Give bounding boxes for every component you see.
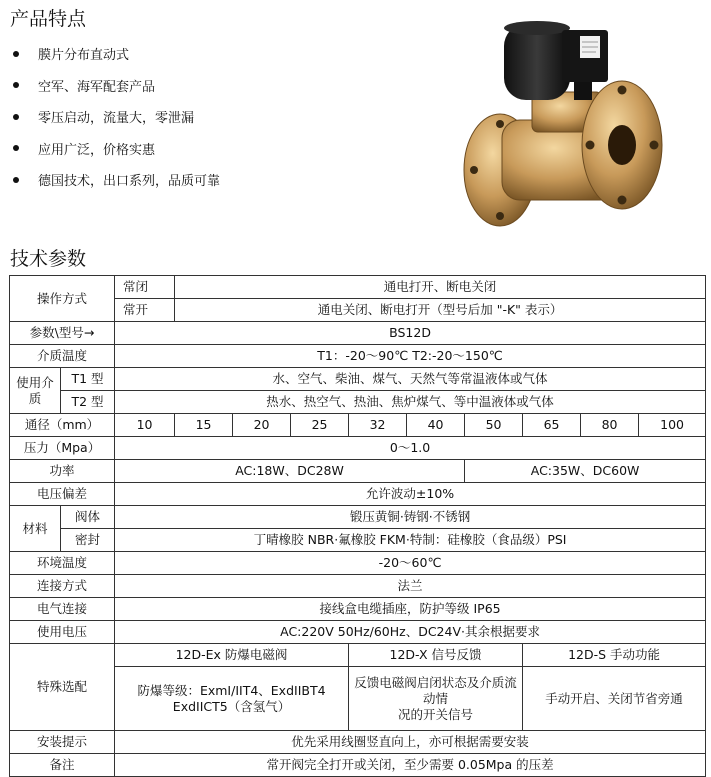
table-row <box>10 460 706 483</box>
spec-value: 水、空气、柴油、煤气、天然气等常温液体或气体 <box>115 368 706 391</box>
special-option-title: 12D-X 信号反馈 <box>349 644 523 667</box>
diameter-value: 32 <box>349 414 407 437</box>
spec-label: 压力（Mpa） <box>10 437 115 460</box>
table-row <box>10 644 706 667</box>
special-option-value: 手动开启、关闭节省旁通 <box>523 667 706 731</box>
table-row <box>10 322 706 345</box>
bullet-icon <box>13 145 19 151</box>
diameter-value: 20 <box>233 414 291 437</box>
diameter-value: 50 <box>465 414 523 437</box>
spec-value: AC:18W、DC28W <box>115 460 465 483</box>
spec-value: 接线盒电缆插座，防护等级 IP65 <box>115 598 706 621</box>
spec-value: 锻压黄铜·铸钢·不锈钢 <box>115 506 706 529</box>
table-row <box>10 391 706 414</box>
table-row <box>10 414 706 437</box>
spec-label: 常闭 <box>115 276 175 299</box>
spec-label: 特殊选配 <box>10 644 115 731</box>
feature-list <box>10 38 220 196</box>
table-row <box>10 437 706 460</box>
spec-label: 安装提示 <box>10 731 115 754</box>
table-row <box>10 345 706 368</box>
spec-value: AC:35W、DC60W <box>465 460 706 483</box>
solenoid-valve-image <box>462 20 667 230</box>
spec-label: 备注 <box>10 754 115 777</box>
spec-label: T1 型 <box>61 368 115 391</box>
bullet-icon <box>13 82 19 88</box>
spec-label: 阀体 <box>61 506 115 529</box>
table-row <box>10 506 706 529</box>
bullet-icon <box>13 51 19 57</box>
spec-label: 功率 <box>10 460 115 483</box>
table-row <box>10 368 706 391</box>
spec-value: AC:220V 50Hz/60Hz、DC24V·其余根据要求 <box>115 621 706 644</box>
diameter-value: 40 <box>407 414 465 437</box>
spec-value: BS12D <box>115 322 706 345</box>
spec-table <box>9 275 706 777</box>
spec-label: 使用介 质 <box>10 368 61 414</box>
features-title: 产品特点 <box>10 8 87 30</box>
bullet-icon <box>13 177 19 183</box>
table-row <box>10 529 706 552</box>
spec-label: 密封 <box>61 529 115 552</box>
spec-label: 材料 <box>10 506 61 552</box>
spec-value: 热水、热空气、热油、焦炉煤气、等中温液体或气体 <box>115 391 706 414</box>
specs-title: 技术参数 <box>10 248 87 270</box>
spec-value: 常开阀完全打开或关闭，至少需要 0.05Mpa 的压差 <box>115 754 706 777</box>
list-item: 空军、海军配套产品 <box>10 70 220 102</box>
special-option-title: 12D-Ex 防爆电磁阀 <box>115 644 349 667</box>
spec-label: 常开 <box>115 299 175 322</box>
special-option-title: 12D-S 手动功能 <box>523 644 706 667</box>
diameter-value: 65 <box>523 414 581 437</box>
table-row <box>10 552 706 575</box>
spec-value: 丁晴橡胶 NBR·氟橡胶 FKM·特制：硅橡胶（食品级）PSI <box>115 529 706 552</box>
table-row <box>10 667 706 731</box>
spec-label: 使用电压 <box>10 621 115 644</box>
table-row <box>10 276 706 299</box>
list-item: 德国技术，出口系列，品质可靠 <box>10 164 220 196</box>
spec-value: -20～60℃ <box>115 552 706 575</box>
diameter-value: 10 <box>115 414 175 437</box>
list-item: 零压启动，流量大，零泄漏 <box>10 101 220 133</box>
diameter-value: 25 <box>291 414 349 437</box>
table-row <box>10 483 706 506</box>
spec-value: 法兰 <box>115 575 706 598</box>
table-row <box>10 299 706 322</box>
diameter-value: 15 <box>175 414 233 437</box>
special-option-value: 反馈电磁阀启闭状态及介质流动情 况的开关信号 <box>349 667 523 731</box>
table-row <box>10 731 706 754</box>
spec-value: 允许波动±10% <box>115 483 706 506</box>
spec-value: 0～1.0 <box>115 437 706 460</box>
table-row <box>10 598 706 621</box>
table-row <box>10 754 706 777</box>
spec-label: 操作方式 <box>10 276 115 322</box>
list-item: 膜片分布直动式 <box>10 38 220 70</box>
diameter-value: 100 <box>639 414 706 437</box>
table-row <box>10 621 706 644</box>
spec-value: 优先采用线圈竖直向上，亦可根据需要安装 <box>115 731 706 754</box>
spec-label: 电气连接 <box>10 598 115 621</box>
spec-label: 电压偏差 <box>10 483 115 506</box>
table-row <box>10 575 706 598</box>
spec-label: 介质温度 <box>10 345 115 368</box>
bullet-icon <box>13 114 19 120</box>
spec-value: 通电打开、断电关闭 <box>175 276 706 299</box>
special-option-value: 防爆等级：ExmI/IIT4、ExdIIBT4 ExdIICT5（含氢气） <box>115 667 349 731</box>
spec-label: 环境温度 <box>10 552 115 575</box>
spec-label: 参数\型号→ <box>10 322 115 345</box>
spec-label: T2 型 <box>61 391 115 414</box>
diameter-value: 80 <box>581 414 639 437</box>
spec-label: 通径（mm） <box>10 414 115 437</box>
spec-label: 连接方式 <box>10 575 115 598</box>
list-item: 应用广泛，价格实惠 <box>10 133 220 165</box>
spec-value: 通电关闭、断电打开（型号后加 "-K" 表示） <box>175 299 706 322</box>
spec-value: T1：-20～90℃ T2:-20～150℃ <box>115 345 706 368</box>
